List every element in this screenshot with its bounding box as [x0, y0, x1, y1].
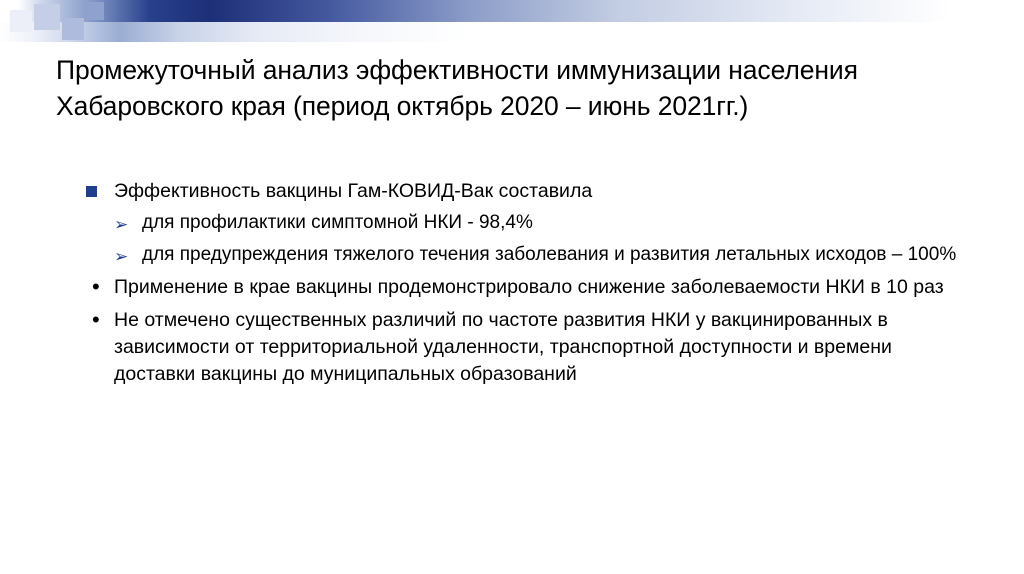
decorative-square: [34, 4, 60, 30]
arrow-bullet-icon: ➢: [114, 215, 129, 234]
dot-bullet-icon: •: [92, 307, 100, 332]
header-decoration: [0, 0, 1024, 46]
bullet-level2: [78, 210, 968, 236]
bullet-text: Не отмечено существенных различий по частоте развития НКИ у вакцинированных в зависимости от территориальной удаленности, транспортной доступности и времени доставки вакцины до муниципальных образований: [114, 309, 892, 385]
bullet-level1: [78, 178, 968, 205]
bullet-level3: [78, 274, 968, 301]
bullet-text: для предупреждения тяжелого течения заболевания и развития летальных исходов – 100%: [142, 244, 957, 265]
slide-title: Промежуточный анализ эффективности иммунизации населения Хабаровского края (период октябрь 2020 – июнь 2021гг.): [56, 55, 858, 121]
decorative-square: [86, 2, 104, 20]
bullet-text: Эффективность вакцины Гам-КОВИД-Вак составила: [114, 180, 593, 202]
slide-body: [78, 178, 968, 394]
bullet-level3: [78, 307, 968, 388]
decorative-square: [10, 10, 32, 32]
ribbon-gradient-band-secondary: [0, 22, 1024, 42]
ribbon-gradient-band: [0, 0, 1024, 22]
bullet-text: для профилактики симптомной НКИ - 98,4%: [142, 212, 533, 233]
dot-bullet-icon: •: [92, 274, 100, 299]
square-bullet-icon: [86, 186, 97, 197]
bullet-level2: [78, 242, 968, 268]
arrow-bullet-icon: ➢: [114, 247, 129, 266]
bullet-text: Применение в крае вакцины продемонстрировало снижение заболеваемости НКИ в 10 раз: [114, 276, 944, 298]
decorative-square: [62, 18, 84, 40]
